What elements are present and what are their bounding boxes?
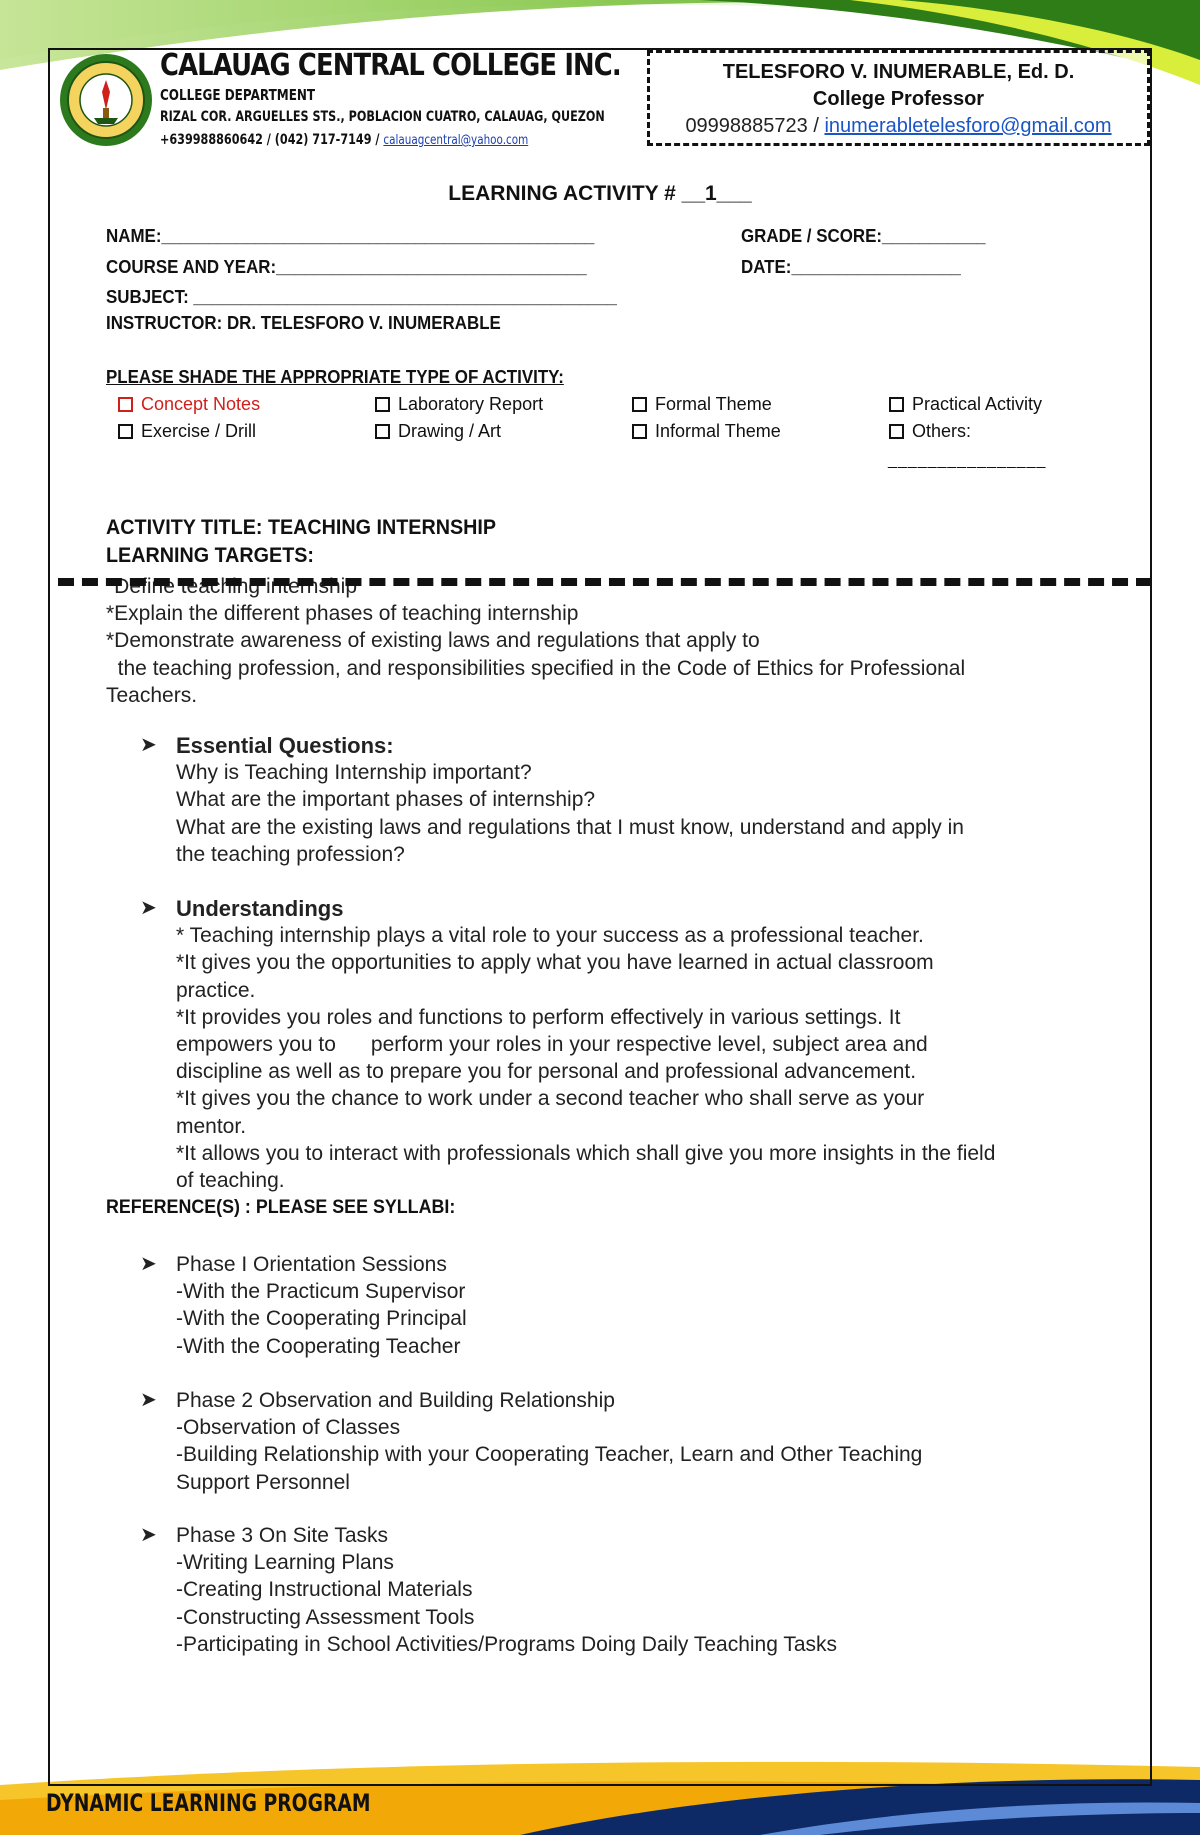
option-label: Laboratory Report (398, 394, 544, 414)
phase-line: -Participating in School Activities/Programs Doing Daily Teaching Tasks (176, 1632, 838, 1656)
checkbox-icon (375, 424, 390, 439)
option-label: Others: (912, 421, 972, 441)
option-drawing-art[interactable] (375, 421, 501, 442)
phase-line: Support Personnel (176, 1470, 350, 1494)
question-line: Why is Teaching Internship important? (176, 761, 532, 785)
phase-line: -With the Cooperating Teacher (176, 1334, 461, 1358)
understandings-section (140, 895, 1110, 1194)
instructor-line: INSTRUCTOR: DR. TELESFORO V. INUMERABLE (106, 313, 501, 333)
checkbox-icon (375, 397, 390, 412)
dashed-divider (58, 578, 1152, 586)
option-label: Informal Theme (655, 421, 781, 441)
subject-field[interactable]: SUBJECT: _____________________________________________ (106, 287, 617, 307)
college-email-link[interactable]: calauagcentral@yahoo.com (383, 133, 529, 148)
checkbox-icon (889, 424, 904, 439)
phase-line: -With the Cooperating Principal (176, 1307, 467, 1331)
phase-line: -Creating Instructional Materials (176, 1578, 473, 1602)
understandings-lines (176, 922, 1110, 1194)
arrow-bullet-icon: ➤ (140, 1524, 157, 1546)
understanding-line: discipline as well as to prepare you for personal and professional advancement. (176, 1060, 917, 1084)
college-seal-logo (58, 52, 154, 148)
program-footer: DYNAMIC LEARNING PROGRAM (46, 1789, 371, 1817)
understanding-line: *It allows you to interact with professionals which shall give you more insights in the field (176, 1141, 996, 1165)
essential-questions-section (140, 732, 1110, 868)
phase-line: -Building Relationship with your Cooperating Teacher, Learn and Other Teaching (176, 1443, 923, 1467)
professor-name: TELESFORO V. INUMERABLE, Ed. D. (722, 61, 1075, 83)
understanding-line: mentor. (176, 1114, 247, 1138)
option-informal-theme[interactable] (632, 421, 781, 442)
arrow-bullet-icon: ➤ (140, 1389, 157, 1411)
arrow-bullet-icon: ➤ (140, 897, 157, 919)
phone-line (160, 132, 528, 148)
arrow-bullet-icon: ➤ (140, 734, 157, 756)
learning-target: *Define teaching internship (106, 575, 357, 598)
checkbox-icon (632, 397, 647, 412)
understanding-line: *It gives you the opportunities to apply what you have learned in actual classroom (176, 951, 934, 975)
address-line: RIZAL COR. ARGUELLES STS., POBLACION CUATRO, CALAUAG, QUEZON (160, 109, 605, 125)
option-label: Concept Notes (141, 394, 261, 414)
understanding-line: empowers you to perform your roles in your respective level, subject area and (176, 1033, 928, 1057)
option-concept-notes[interactable] (118, 394, 260, 415)
option-others[interactable] (889, 421, 971, 442)
option-formal-theme[interactable] (632, 394, 772, 415)
understanding-line: practice. (176, 978, 256, 1002)
understanding-line: *It provides you roles and functions to perform effectively in various settings. It (176, 1005, 901, 1029)
professor-title: College Professor (812, 88, 985, 110)
checkbox-icon (118, 397, 133, 412)
learning-targets-heading: LEARNING TARGETS: (106, 544, 315, 567)
phase-2-section (140, 1387, 1110, 1496)
learning-target: Teachers. (106, 683, 198, 707)
understanding-line: of teaching. (176, 1169, 285, 1193)
option-label: Drawing / Art (398, 421, 502, 441)
option-label: Exercise / Drill (141, 421, 257, 441)
question-line: the teaching profession? (176, 842, 405, 866)
others-input-line[interactable]: ________________ (888, 452, 1047, 469)
college-name: CALAUAG CENTRAL COLLEGE INC. (160, 48, 621, 83)
professor-box (647, 50, 1150, 146)
option-exercise-drill[interactable] (118, 421, 256, 442)
phase-line: -Observation of Classes (176, 1416, 401, 1440)
option-label: Formal Theme (655, 394, 772, 414)
grade-score-field[interactable]: GRADE / SCORE:___________ (741, 226, 986, 246)
understanding-line: *It gives you the chance to work under a second teacher who shall serve as your (176, 1087, 925, 1111)
phase-line: -Writing Learning Plans (176, 1551, 394, 1575)
professor-contact (650, 115, 1147, 138)
phase-title: Phase I Orientation Sessions (176, 1253, 447, 1276)
option-label: Practical Activity (912, 394, 1043, 414)
phase-line: -With the Practicum Supervisor (176, 1280, 466, 1304)
learning-target: *Explain the different phases of teaching internship (106, 602, 579, 626)
understanding-line: * Teaching internship plays a vital role to your success as a professional teacher. (176, 924, 924, 948)
activity-type-heading: PLEASE SHADE THE APPROPRIATE TYPE OF ACTIVITY: (106, 367, 564, 387)
checkbox-icon (118, 424, 133, 439)
phase-3-section (140, 1522, 1110, 1658)
learning-targets-list (106, 573, 1116, 709)
phase-title: Phase 3 On Site Tasks (176, 1524, 389, 1547)
reference-heading: REFERENCE(S) : PLEASE SEE SYLLABI: (106, 1197, 456, 1218)
essential-questions-heading: Essential Questions: (176, 733, 394, 758)
phase-line: -Constructing Assessment Tools (176, 1605, 475, 1629)
checkbox-icon (632, 424, 647, 439)
phase-1-section (140, 1251, 1110, 1360)
option-laboratory-report[interactable] (375, 394, 543, 415)
department-line: COLLEGE DEPARTMENT (160, 86, 316, 104)
question-line: What are the important phases of internship? (176, 788, 596, 812)
name-field[interactable]: NAME:______________________________________________ (106, 226, 595, 246)
checkbox-icon (889, 397, 904, 412)
date-field[interactable]: DATE:__________________ (741, 257, 961, 277)
understandings-heading: Understandings (176, 896, 344, 921)
learning-activity-title: LEARNING ACTIVITY # __1___ (448, 182, 752, 205)
course-year-field[interactable]: COURSE AND YEAR:_________________________________ (106, 257, 587, 277)
professor-phone: 09998885723 / (685, 115, 825, 137)
arrow-bullet-icon: ➤ (140, 1253, 157, 1275)
question-line: What are the existing laws and regulations that I must know, understand and apply in (176, 815, 964, 839)
phase-title: Phase 2 Observation and Building Relationship (176, 1389, 615, 1412)
college-phone: +639988860642 / (042) 717-7149 / (160, 132, 384, 148)
essential-questions-lines (176, 759, 1110, 868)
option-practical-activity[interactable] (889, 394, 1042, 415)
learning-target: *Demonstrate awareness of existing laws and regulations that apply to (106, 629, 760, 653)
professor-email-link[interactable]: inumerabletelesforo@gmail.com (824, 115, 1112, 137)
activity-title: ACTIVITY TITLE: TEACHING INTERNSHIP (106, 516, 497, 539)
learning-target: the teaching profession, and responsibilities specified in the Code of Ethics for Professional (106, 656, 966, 680)
